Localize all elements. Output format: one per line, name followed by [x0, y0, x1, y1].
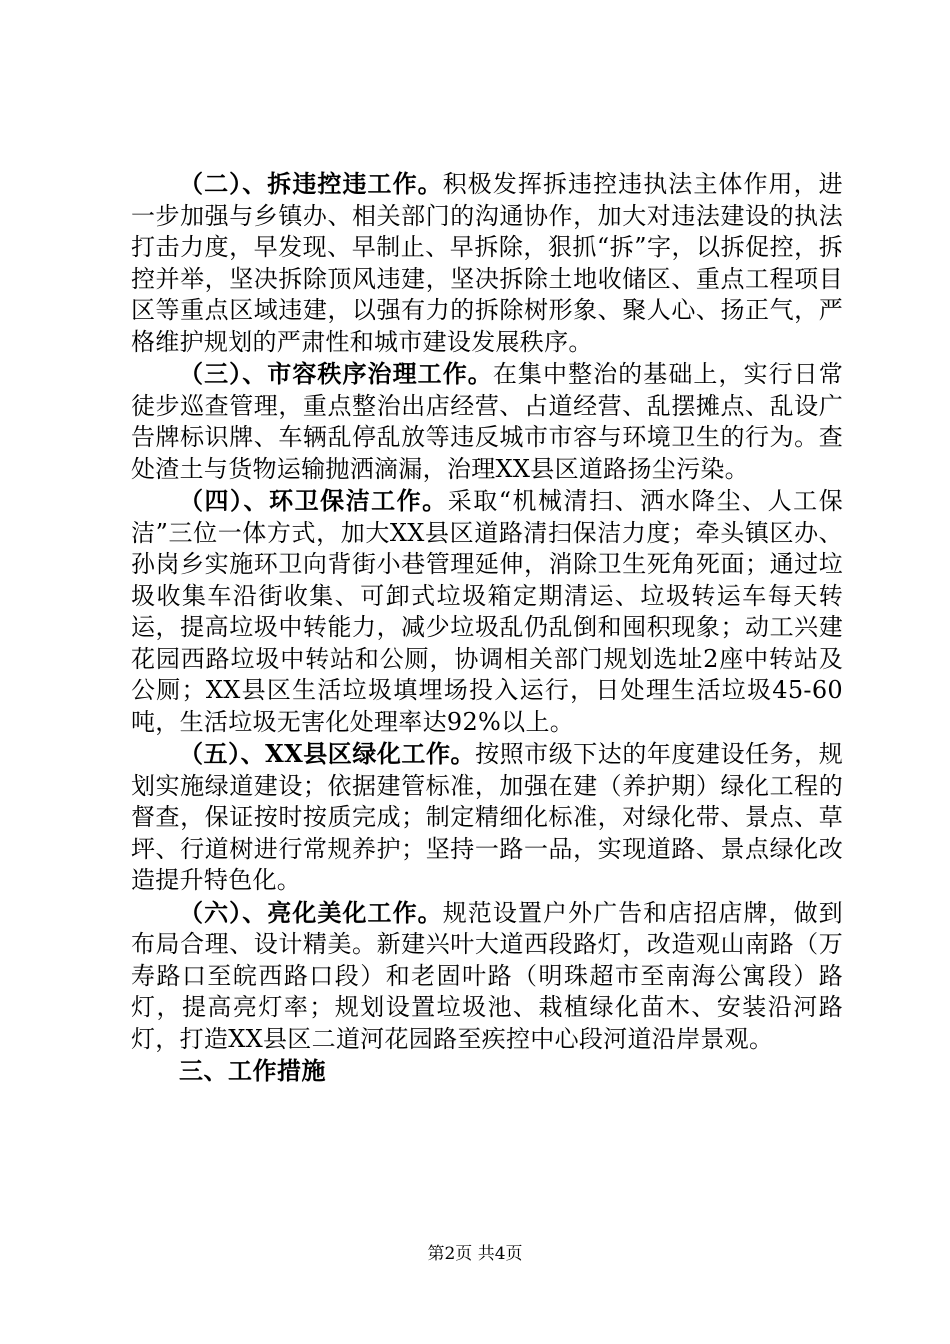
paragraph-demolition: [131, 168, 843, 358]
paragraph-text: 按照市级下达的年度建设任务，规划实施绿道建设；依据建管标准，加强在建（养护期）绿化工程的督查，保证按时按质完成；制定精细化标准，对绿化带、景点、草坪、行道树进行常规养护；坚持一路一品，实现道路、景点绿化改造提升特色化。: [131, 740, 843, 894]
document-body: [131, 168, 843, 1087]
paragraph-text: 在集中整治的基础上，实行日常徒步巡查管理，重点整治出店经营、占道经营、乱摆摊点、乱设广告牌标识牌、车辆乱停乱放等违反城市市容与环境卫生的行为。查处渣土与货物运输抛洒滴漏，治理XX县区道路扬尘污染。: [131, 360, 844, 483]
paragraph-text: 规范设置户外广告和店招店牌，做到布局合理、设计精美。新建兴叶大道西段路灯，改造观山南路（万寿路口至皖西路口段）和老固叶路（明珠超市至南海公寓段）路灯，提高亮灯率；规划设置垃圾池、栽植绿化苗木、安装沿河路灯，打造XX县区二道河花园路至疾控中心段河道沿岸景观。: [131, 898, 843, 1053]
paragraph-city-order: [131, 358, 843, 485]
page-footer: 第2页 共4页: [427, 1244, 523, 1264]
paragraph-heading: （五）、XX县区绿化工作。: [179, 739, 476, 768]
paragraph-heading: （三）、市容秩序治理工作。: [179, 359, 493, 388]
paragraph-greening: [131, 738, 843, 897]
paragraph-heading: （二）、拆违控违工作。: [179, 169, 443, 198]
paragraph-heading: （六）、亮化美化工作。: [179, 897, 443, 927]
paragraph-text: 积极发挥拆违控违执法主体作用，进一步加强与乡镇办、相关部门的沟通协作，加大对违法建设的执法打击力度，早发现、早制止、早拆除，狠抓“拆”字，以拆促控，拆控并举，坚决拆除顶风违建，坚决拆除土地收储区、重点工程项目区等重点区域违建，以强有力的拆除树形象、聚人心、扬正气，严格维护规划的严肃性和城市建设发展秩序。: [131, 170, 843, 356]
section-title: 三、工作措施: [179, 1056, 326, 1085]
paragraph-text: 采取“机械清扫、洒水降尘、人工保洁”三位一体方式，加大XX县区道路清扫保洁力度；牵头镇区办、孙岗乡实施环卫向背街小巷管理延伸，消除卫生死角死面；通过垃圾收集车沿街收集、可卸式垃圾箱定期清运、垃圾转运车每天转运，提高垃圾中转能力，减少垃圾乱仍乱倒和囤积现象；动工兴建花园西路垃圾中转站和公厕，协调相关部门规划选址2座中转站及公厕；XX县区生活垃圾填埋场投入运行，日处理生活垃圾45-60吨，生活垃圾无害化处理率达92%以上。: [131, 487, 843, 736]
paragraph-heading: （四）、环卫保洁工作。: [179, 486, 448, 515]
paragraph-lighting: [131, 897, 843, 1056]
paragraph-sanitation: [131, 485, 843, 738]
